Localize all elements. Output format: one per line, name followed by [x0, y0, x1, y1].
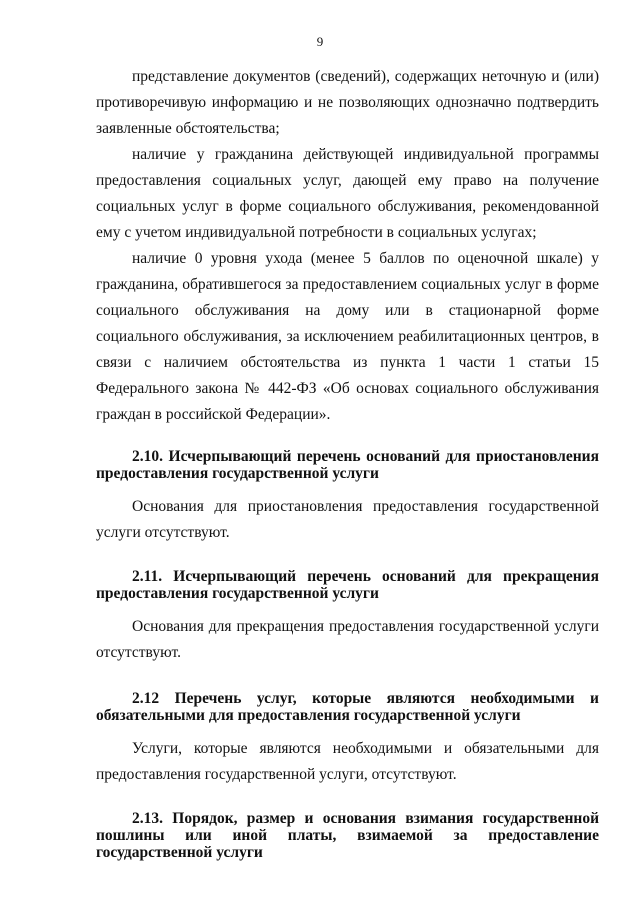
section-2-10-text: Основания для приостановления предоставления государственной услуги отсутствуют.	[96, 498, 599, 541]
section-2-12-text: Услуги, которые являются необходимыми и обязательными для предоставления государственной услуги, отсутствуют.	[96, 740, 599, 783]
paragraph-individual-program: наличие у гражданина действующей индивидуальной программы предоставления социальных услуг, дающей ему право на получение социальных услуг в форме социального обслуживания, рекомендованной ему с учетом индивидуальной потребности в социальных услугах;	[96, 146, 599, 241]
section-2-13-heading: 2.13. Порядок, размер и основания взимания государственной пошлины или иной платы, взимаемой за предоставление государственной услуги	[96, 810, 599, 861]
section-2-11-text: Основания для прекращения предоставления государственной услуги отсутствуют.	[96, 618, 599, 661]
page-number: 9	[316, 34, 324, 49]
section-2-10-heading: 2.10. Исчерпывающий перечень оснований для приостановления предоставления государственной услуги	[96, 448, 599, 482]
section-2-12-heading: 2.12 Перечень услуг, которые являются необходимыми и обязательными для предоставления государственной услуги	[96, 690, 599, 724]
section-2-11-heading: 2.11. Исчерпывающий перечень оснований для прекращения предоставления государственной услуги	[96, 568, 599, 602]
document-body	[96, 64, 599, 861]
paragraph-inaccurate-documents: представление документов (сведений), содержащих неточную и (или) противоречивую информацию и не позволяющих однозначно подтвердить заявленные обстоятельства;	[96, 68, 599, 137]
paragraph-care-level: наличие 0 уровня ухода (менее 5 баллов по оценочной шкале) у гражданина, обратившегося за предоставлением социальных услуг в форме социального обслуживания на дому или в стационарной форме социального обслуживания, за исключением реабилитационных центров, в связи с наличием обстоятельства из пункта 1 части 1 статьи 15 Федерального закона № 442-ФЗ «Об основах социального обслуживания граждан в российской Федерации».	[96, 250, 599, 423]
